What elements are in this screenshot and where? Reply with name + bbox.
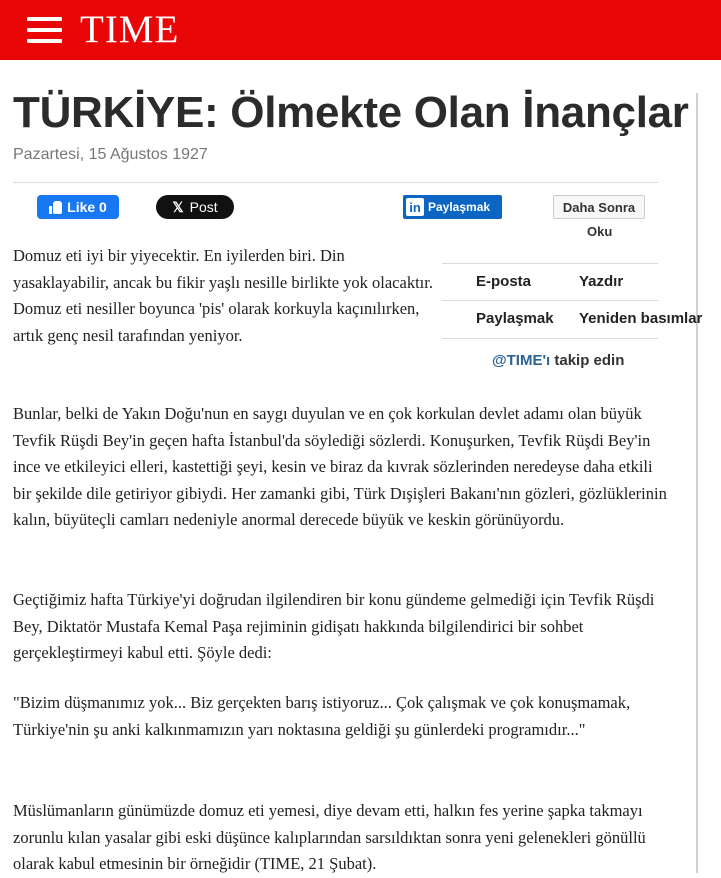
article-paragraph: Müslümanların günümüzde domuz eti yemesi, diye devam etti, halkın fes yerine şapka takmayı zorunlu kılan yasalar gibi eski düşünce kalıplarından sarsıldıktan sonra yeni gelenekleri gönüllü olarak kabul etmesinin bir örneğidir (TIME, 21 Şubat). [13,801,646,873]
read-later-button[interactable]: Daha Sonra [553,195,645,219]
x-logo-icon: 𝕏 [172,198,184,215]
follow-text: takip edin [550,352,625,369]
linkedin-logo-icon: in [406,198,424,216]
article-paragraph: Bunlar, belki de Yakın Doğu'nun en saygı duyulan ve en çok korkulan devlet adamı olan büyük Tevfik Rüşdi Bey'in geçen hafta İstanbul'da söylediği sözlerdi. Konuşurken, Tevfik Rüşdi Bey'in ince ve etkileyici elleri, kastettiği şeyi, kesin ve biraz da kıvrak sözlerinden neredeyse daha etkili bir şekilde dile getiriyor gibiydi. Her zamanki gibi, Türk Dışişleri Bakanı'nın gözleri, gözlüklerinin kalın, büyüteçli camları nedeniyle anormal derecede büyük ve keskin görünüyordu. [13,404,667,529]
facebook-like-label: Like 0 [67,199,107,215]
follow-handle: @TIME'ı [492,352,551,369]
x-post-button[interactable] [156,195,234,219]
article-paragraph: Geçtiğimiz hafta Türkiye'yi doğrudan ilgilendiren bir konu gündeme gelmediği için Tevfik Rüşdi Bey, Diktatör Mustafa Kemal Paşa rejiminin gidişatı hakkında bilgilendirici bir sohbet gerçekleştirmeyi kabul etti. Şöyle dedi: [13,590,655,662]
article-title: TÜRKİYE: Ölmekte Olan İnançlar [13,88,689,137]
tools-divider [442,338,658,339]
linkedin-share-label: Paylaşmak [428,200,491,214]
reprints-link[interactable]: Yeniden basımlar [579,310,703,327]
article-date: Pazartesi, 15 Ağustos 1927 [13,146,208,163]
site-header [0,0,721,60]
email-link[interactable]: E-posta [476,273,532,290]
title-divider [13,182,658,183]
thumbs-up-icon [49,201,62,214]
follow-time-link[interactable] [492,352,624,369]
time-logo[interactable]: TIME [80,8,180,51]
article-paragraph: "Bizim düşmanımız yok... Biz gerçekten barış istiyoruz... Çok çalışmak ve çok konuşmamak, Türkiye'nin şu anki kalkınmamızın yarı noktasına geldiği şu günlerdeki programıdır..." [13,693,631,739]
print-link[interactable]: Yazdır [579,273,624,290]
tools-divider [442,263,658,264]
sidebar-divider [696,93,698,873]
linkedin-share-button[interactable] [403,195,502,219]
x-post-label: Post [189,199,218,215]
read-later-sublabel[interactable]: Oku [587,224,613,239]
facebook-like-button[interactable] [37,195,119,219]
hamburger-menu-icon[interactable] [27,16,62,44]
share-link[interactable]: Paylaşmak [476,310,554,327]
article-paragraph: Domuz eti iyi bir yiyecektir. En iyilerden biri. Din yasaklayabilir, ancak bu fikir yaşlı nesille birlikte yok olacaktır. Domuz eti nesiller boyunca 'pis' olarak korkuyla kaçınılırken, artık genç nesil tarafından yeniyor. [13,246,433,345]
tools-divider [442,300,658,301]
